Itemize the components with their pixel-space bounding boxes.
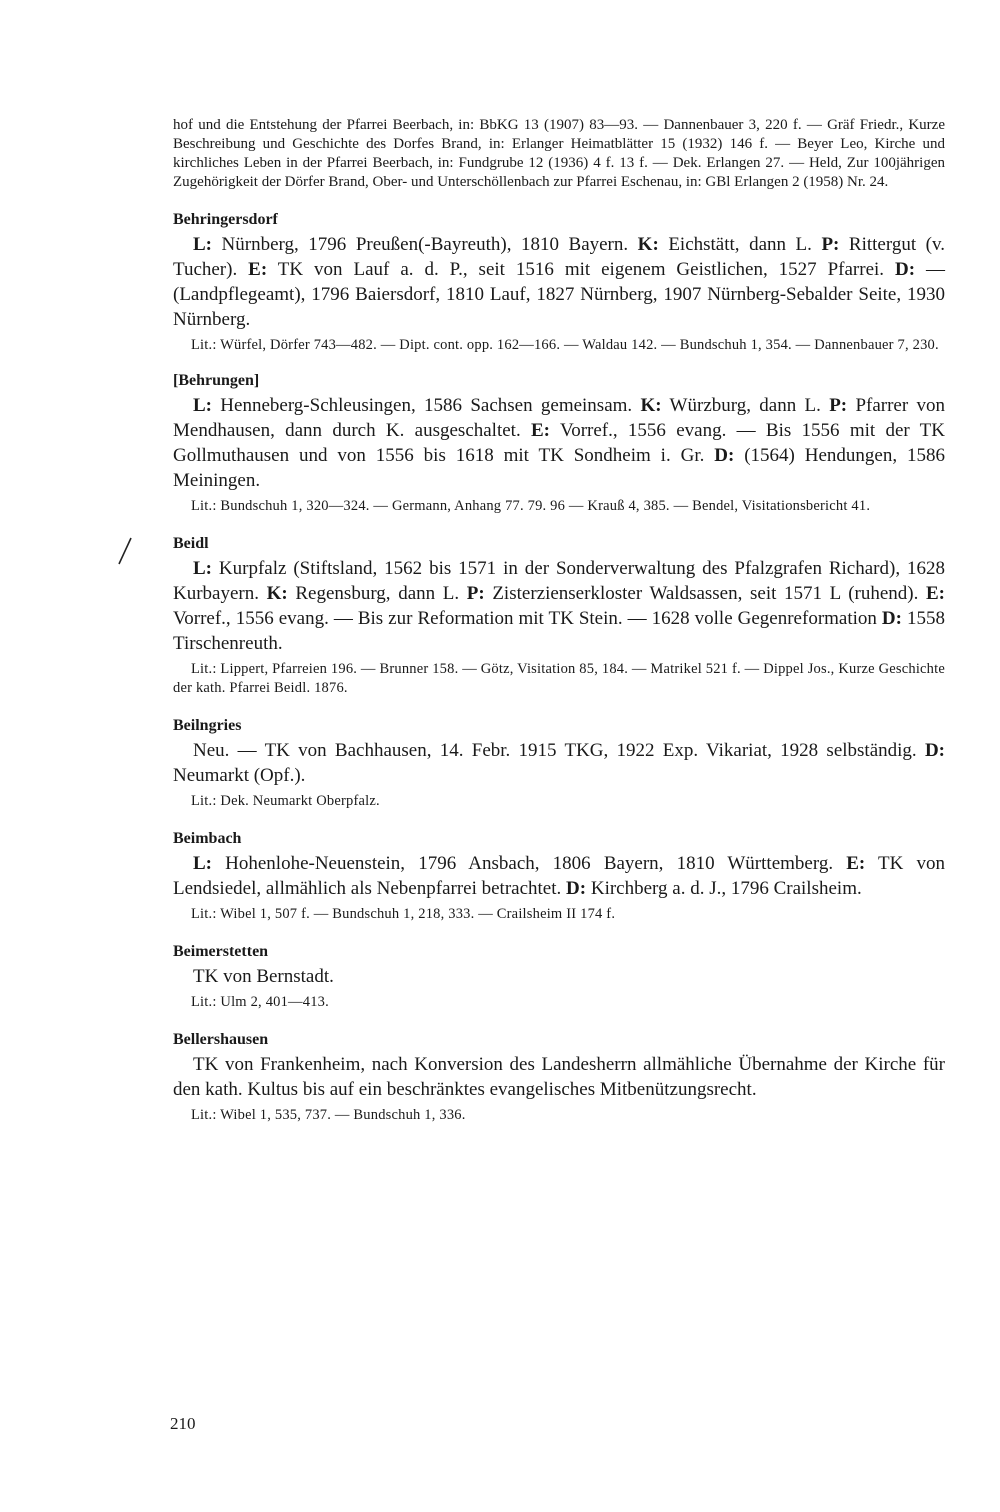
key-text: Würzburg, dann L. [661,395,830,416]
key-label: D: [924,740,945,761]
key-text: TK von Lendsiedel, allmählich als Nebenpfarrei betrachtet. [173,853,945,899]
key-label: K: [640,395,662,416]
key-text: TK von Frankenheim, nach Konversion des Landesherrn allmähliche Übernahme der Kirche für den kath. Kultus bis auf ein beschränktes evangelisches Mitbenützungsrecht. [173,1054,945,1100]
key-text: Neumarkt (Opf.). [173,765,306,786]
key-label: K: [637,234,659,255]
key-label: L: [193,558,212,579]
entry-body [173,738,945,788]
entry-body [173,556,945,656]
key-label: E: [248,259,268,280]
key-text: Vorref., 1556 evang. — Bis 1556 mit der TK Gollmuthausen und von 1556 bis 1618 mit TK Sondheim i. Gr. [173,420,945,466]
entry-literature: Lit.: Wibel 1, 507 f. — Bundschuh 1, 218, 333. — Crailsheim II 174 f. [191,906,616,922]
margin-pencil-mark [115,536,135,566]
key-label: P: [829,395,848,416]
key-text: TK von Bernstadt. [193,966,334,987]
entry-title: Beimbach [173,830,242,847]
key-text: Rittergut (v. Tucher). [173,234,945,280]
key-label: D: [566,878,587,899]
key-text: Regensburg, dann L. [287,583,467,604]
entry-body [173,393,945,493]
entry-title: Beimerstetten [173,943,269,960]
key-label: P: [466,583,485,604]
entry-literature: Lit.: Wibel 1, 535, 737. — Bundschuh 1, 336. [191,1107,466,1123]
key-text: Zisterzienserkloster Waldsassen, seit 1571 L (ruhend). [484,583,926,604]
key-text: Kirchberg a. d. J., 1796 Crailsheim. [586,878,862,899]
entry-behringersdorf [173,210,945,355]
entry-title: Beilngries [173,717,242,734]
entry-beilngries [173,716,945,811]
key-label: L: [193,234,212,255]
entry-body [173,851,945,901]
entry-title: Beidl [173,535,209,552]
key-text: Pfarrer von Mendhausen, dann durch K. ausgeschaltet. [173,395,945,441]
key-text: Neu. — TK von Bachhausen, 14. Febr. 1915 TKG, 1922 Exp. Vikariat, 1928 selbständig. [193,740,925,761]
key-text: Henneberg-Schleusingen, 1586 Sachsen gemeinsam. [212,395,641,416]
entry-literature: Lit.: Dek. Neumarkt Oberpfalz. [191,793,380,809]
entry-body [173,232,945,332]
key-label: L: [193,853,212,874]
key-label: P: [821,234,840,255]
entry-bellershausen [173,1030,945,1125]
page-number: 210 [170,1414,196,1433]
entry-behrungen [173,371,945,516]
entry-literature: Lit.: Würfel, Dörfer 743—482. — Dipt. cont. opp. 162—166. — Waldau 142. — Bundschuh 1, 354. — Dannenbauer 7, 230. [191,337,939,353]
key-text: Eichstätt, dann L. [658,234,822,255]
entry-literature: Lit.: Bundschuh 1, 320—324. — Germann, Anhang 77. 79. 96 — Krauß 4, 385. — Bendel, Visitationsbericht 41. [191,498,871,514]
key-label: E: [926,583,945,604]
key-text: Hohenlohe-Neuenstein, 1796 Ansbach, 1806 Bayern, 1810 Württemberg. [212,853,847,874]
entry-beidl [173,534,945,698]
entry-beimerstetten [173,942,945,1012]
continued-bibliography: hof und die Entstehung der Pfarrei Beerbach, in: BbKG 13 (1907) 83—93. — Dannenbauer 3, 220 f. — Gräf Friedr., Kurze Beschreibung und Geschichte des Dorfes Brand, in: Erlanger Heimatblätter 15 (1932) 146 f. — Beyer Leo, Kirche und kirchliches Leben in der Pfarrei Beerbach, in: Fundgrube 12 (1936) 4 f. 13 f. — Dek. Erlangen 27. — Held, Zur 100jährigen Zugehörigkeit der Dörfer Brand, Ober- und Unterschöllenbach zur Pfarrei Eschenau, in: GBl Erlangen 2 (1958) Nr. 24. [173,117,945,190]
key-label: D: [895,259,916,280]
key-text: Vorref., 1556 evang. — Bis zur Reformation mit TK Stein. — 1628 volle Gegenreformation [173,608,882,629]
page-content [173,116,945,1125]
key-text: 1558 Tirschenreuth. [173,608,945,654]
key-label: E: [531,420,550,441]
key-text: (1564) Hendungen, 1586 Meiningen. [173,445,945,491]
key-text: Kurpfalz (Stiftsland, 1562 bis 1571 in der Sonderverwaltung des Pfalzgrafen Richard), 1628 Kurbayern. [173,558,945,604]
entry-title: Bellershausen [173,1031,269,1048]
entry-title: [Behrungen] [173,372,260,389]
key-label: D: [881,608,902,629]
entry-title: Behringersdorf [173,211,278,228]
key-text: — (Landpflegeamt), 1796 Baiersdorf, 1810 Lauf, 1827 Nürnberg, 1907 Nürnberg-Sebalder Seite, 1930 Nürnberg. [173,259,946,330]
key-label: E: [846,853,866,874]
key-label: L: [193,395,212,416]
key-label: K: [266,583,288,604]
entry-body [173,964,945,989]
entry-body [173,1052,945,1102]
key-label: D: [714,445,735,466]
key-text: Nürnberg, 1796 Preußen(-Bayreuth), 1810 Bayern. [212,234,638,255]
entry-beimbach [173,829,945,924]
entry-literature: Lit.: Ulm 2, 401—413. [191,994,329,1010]
entry-literature: Lit.: Lippert, Pfarreien 196. — Brunner 158. — Götz, Visitation 85, 184. — Matrikel 521 f. — Dippel Jos., Kurze Geschichte der kath. Pfarrei Beidl. 1876. [173,661,945,696]
key-text: TK von Lauf a. d. P., seit 1516 mit eigenem Geistlichen, 1527 Pfarrei. [267,259,895,280]
